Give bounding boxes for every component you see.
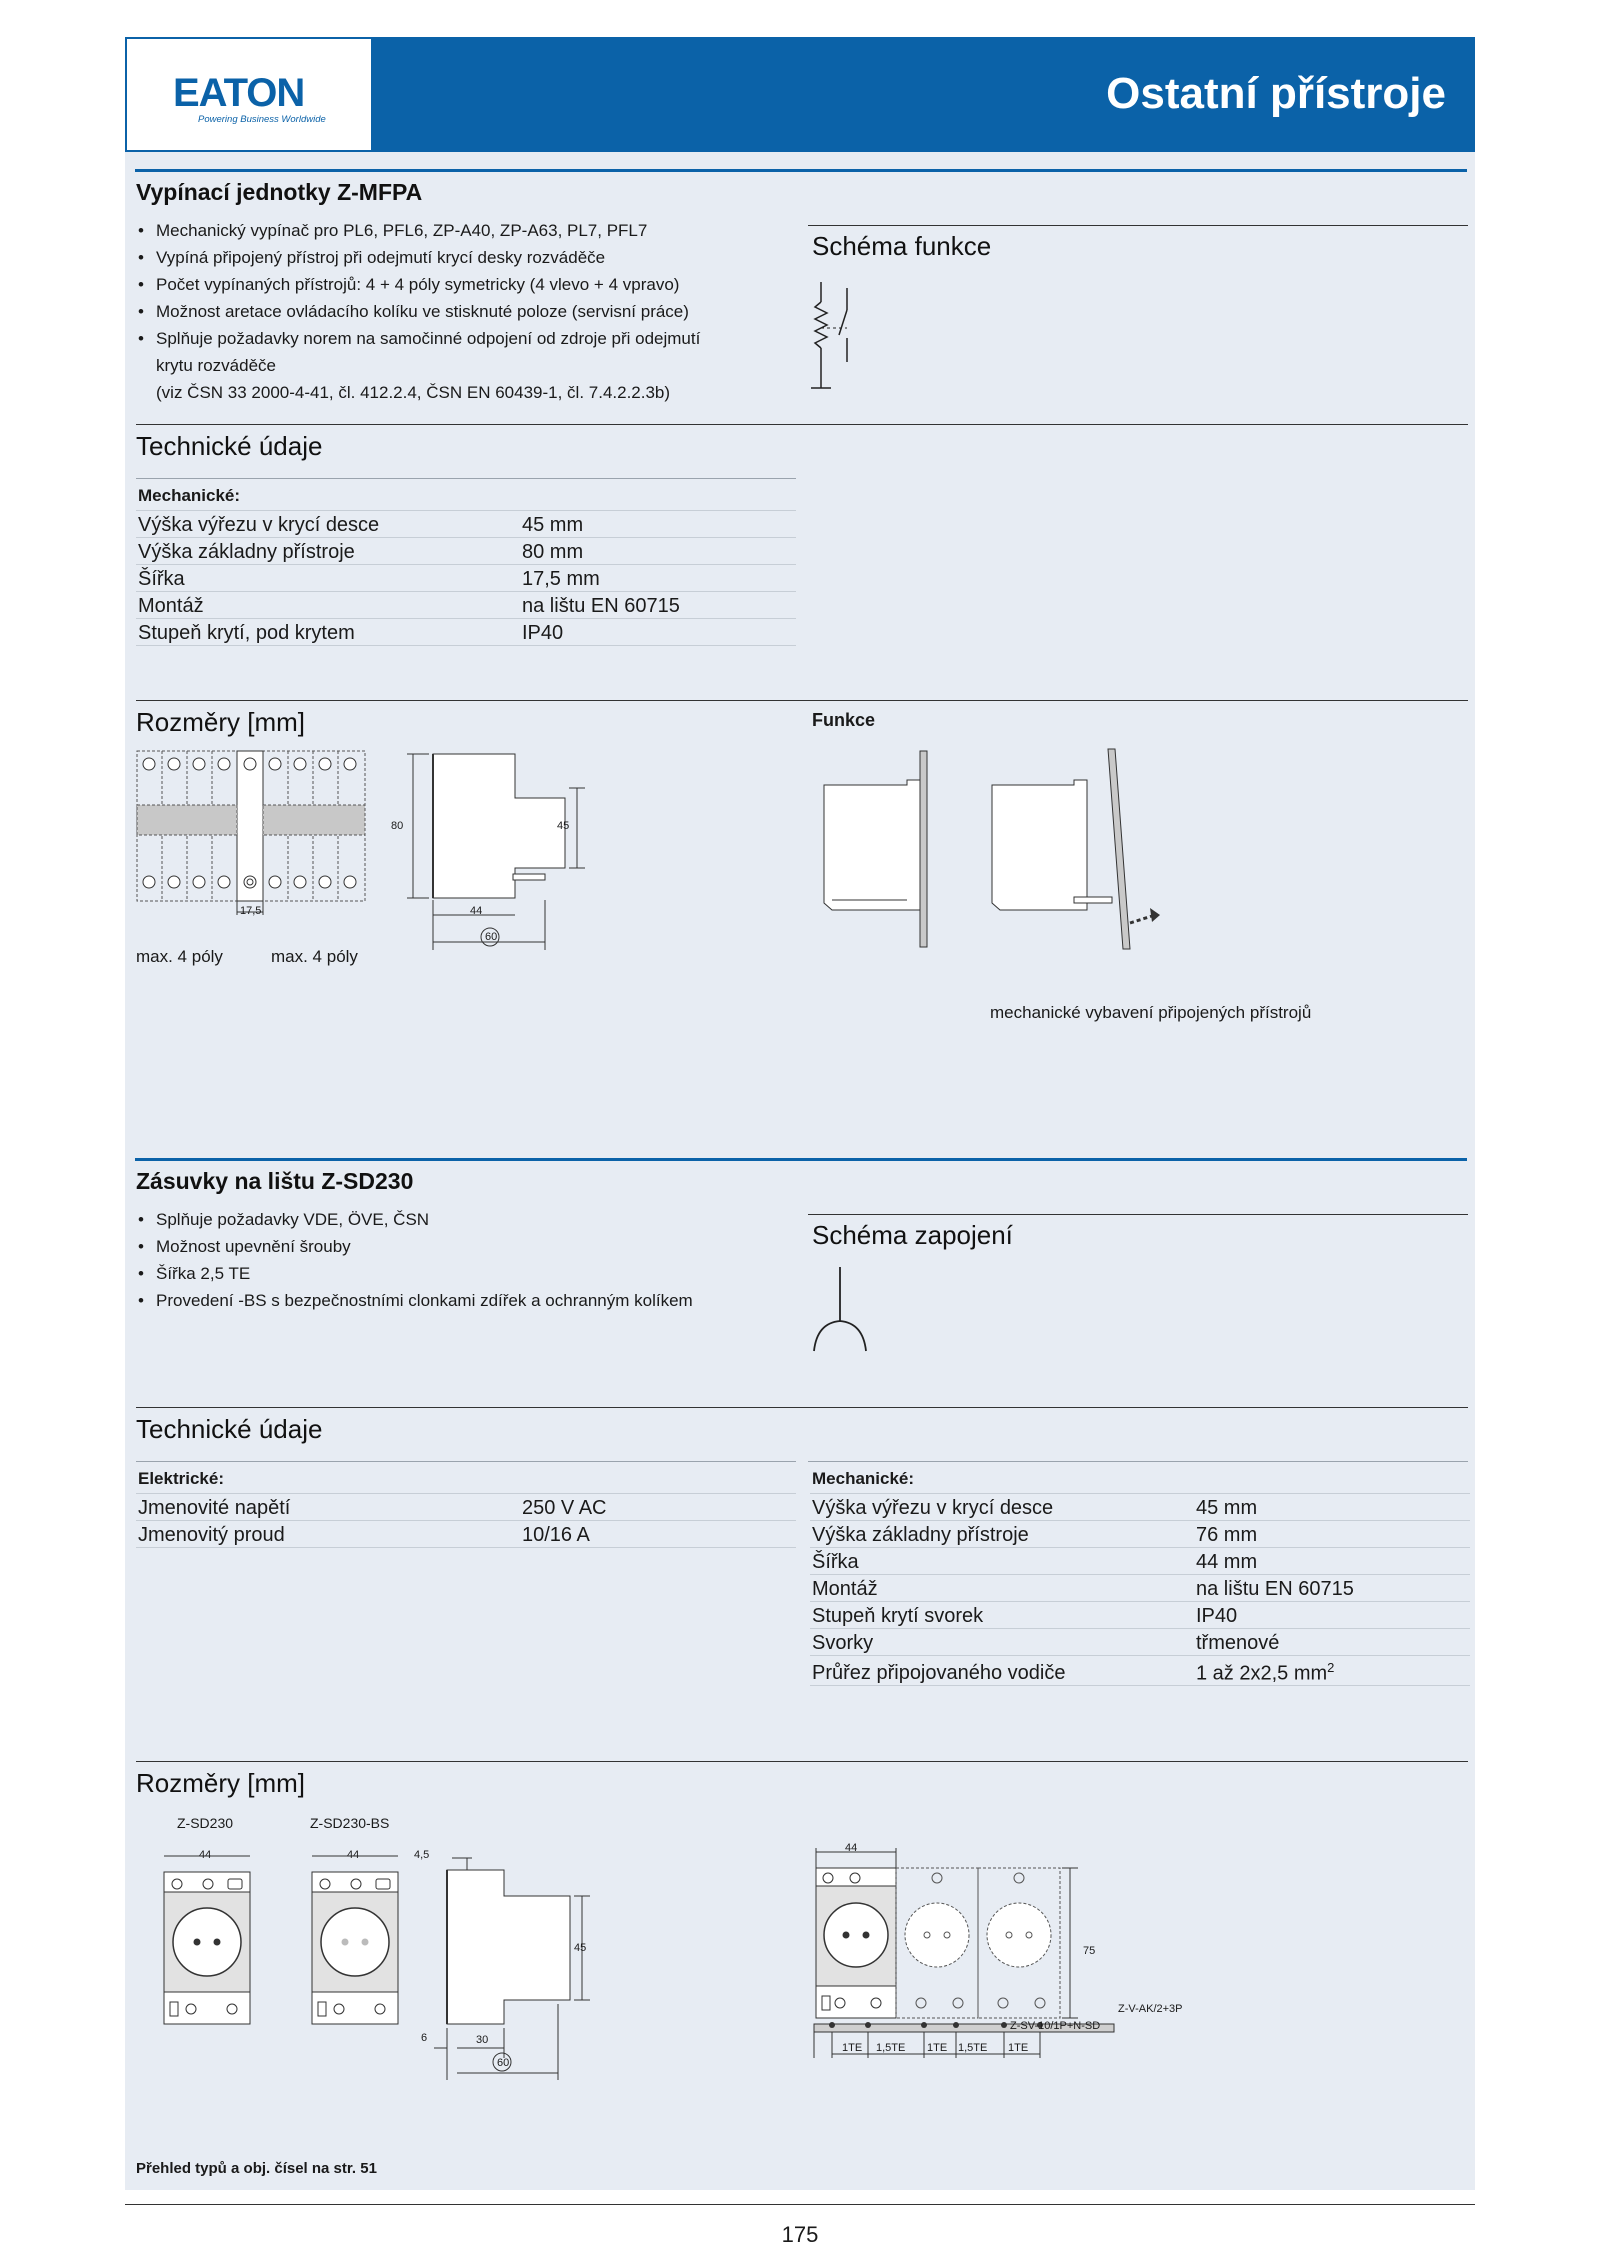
spec-value: 250 V AC xyxy=(520,1493,796,1520)
table-row xyxy=(810,1601,1470,1628)
spec-label: Stupeň krytí, pod krytem xyxy=(136,618,520,645)
dim-h75: 75 xyxy=(1083,1945,1096,1957)
bullet-item: • Vypíná připojený přístroj při odejmutí krycí desky rozváděče xyxy=(136,244,796,271)
bullet-continuation: krytu rozváděče xyxy=(156,356,276,375)
tech-title-2: Technické údaje xyxy=(136,1414,323,1444)
dim-d44: 44 xyxy=(470,905,483,917)
section2-bullets xyxy=(136,1206,796,1314)
bullet-item: • Možnost aretace ovládacího kolíku ve stisknuté poloze (servisní práce) xyxy=(136,298,796,325)
table-row xyxy=(136,564,796,591)
socket-symbol xyxy=(805,1265,875,1355)
spec-label: Průřez připojovaného vodiče xyxy=(810,1655,1194,1686)
table-row xyxy=(136,618,796,645)
spec-value: 76 mm xyxy=(1194,1520,1470,1547)
te-label: 1TE xyxy=(842,2042,863,2054)
table-row xyxy=(136,510,796,537)
spec-value: na lištu EN 60715 xyxy=(520,591,796,618)
logo-tagline: Powering Business Worldwide xyxy=(198,114,326,125)
table-row xyxy=(810,1547,1470,1574)
spec-value: IP40 xyxy=(1194,1601,1470,1628)
table-row xyxy=(810,1493,1470,1520)
eaton-logo: EATON xyxy=(173,71,305,115)
spec-label: Výška základny přístroje xyxy=(810,1520,1194,1547)
dim-d60-2: 60 xyxy=(497,2057,510,2069)
spec-value: na lištu EN 60715 xyxy=(1194,1574,1470,1601)
bullet-item: • Možnost upevnění šrouby xyxy=(136,1233,796,1260)
section-divider xyxy=(135,1158,1467,1161)
right-poles-label: max. 4 póly xyxy=(271,947,358,966)
section1-title: Vypínací jednotky Z-MFPA xyxy=(136,179,423,205)
rule xyxy=(808,225,1468,226)
te-label: 1TE xyxy=(927,2042,948,2054)
mech-header: Mechanické: xyxy=(810,1466,1470,1493)
sd230-front-drawing xyxy=(160,1848,270,2028)
spec-value xyxy=(1194,1655,1470,1686)
table-row xyxy=(810,1520,1470,1547)
table-row xyxy=(136,591,796,618)
te-label: 1,5TE xyxy=(958,2042,988,2054)
elec-header: Elektrické: xyxy=(136,1466,796,1493)
dim-h80: 80 xyxy=(391,820,404,832)
mech-table-2 xyxy=(810,1466,1470,1686)
rule xyxy=(136,700,1468,701)
sd230bs-front-drawing xyxy=(308,1848,418,2028)
rail-label-a: Z-V-AK/2+3P xyxy=(1118,2003,1183,2015)
rule xyxy=(808,1214,1468,1215)
schema-zapojeni-title: Schéma zapojení xyxy=(812,1220,1013,1250)
dim-w44-b: 44 xyxy=(347,1849,360,1861)
page-number: 175 xyxy=(781,2222,819,2247)
dim-h45: 45 xyxy=(557,820,570,832)
spec-label: Stupeň krytí svorek xyxy=(810,1601,1194,1628)
spec-value: třmenové xyxy=(1194,1628,1470,1655)
te-label: 1,5TE xyxy=(876,2042,906,2054)
rail-label-b: Z-SV-10/1P+N-SD xyxy=(1010,2020,1101,2032)
dims-title-2: Rozměry [mm] xyxy=(136,1768,305,1798)
left-poles-label: max. 4 póly xyxy=(136,947,223,966)
bullet-continuation: (viz ČSN 33 2000-4-41, čl. 412.2.4, ČSN EN 60439-1, čl. 7.4.2.2.3b) xyxy=(156,383,671,402)
funkce-drawing xyxy=(812,745,1172,955)
te-label: 1TE xyxy=(1008,2042,1029,2054)
spec-value: IP40 xyxy=(520,618,796,645)
table-row xyxy=(136,537,796,564)
spec-value: 44 mm xyxy=(1194,1547,1470,1574)
dim-d30: 30 xyxy=(476,2034,489,2046)
spec-value: 17,5 mm xyxy=(520,564,796,591)
sd230-side-drawing xyxy=(412,1848,602,2083)
spec-label: Jmenovitý proud xyxy=(136,1520,520,1547)
logo-box xyxy=(127,39,371,150)
dim-d60: 60 xyxy=(485,931,498,943)
page-header xyxy=(125,37,1475,152)
spec-label: Výška výřezu v krycí desce xyxy=(810,1493,1194,1520)
table-row xyxy=(136,1520,796,1547)
mech-header: Mechanické: xyxy=(136,483,796,510)
dim-d6: 6 xyxy=(421,2032,428,2044)
rule xyxy=(136,1461,796,1462)
table-row xyxy=(810,1628,1470,1655)
spec-value: 45 mm xyxy=(1194,1493,1470,1520)
table-row xyxy=(136,1493,796,1520)
dim-t45: 4,5 xyxy=(414,1849,430,1861)
schema-funkce-symbol xyxy=(805,280,865,390)
rule xyxy=(136,1407,1468,1408)
socket-strip-drawing xyxy=(808,1840,1168,2070)
dim-width: 17,5 xyxy=(240,905,262,917)
rule xyxy=(136,1761,1468,1762)
spec-value: 10/16 A xyxy=(520,1520,796,1547)
mfpa-front-drawing xyxy=(136,750,366,915)
rule xyxy=(808,1461,1468,1462)
tech-title-1: Technické údaje xyxy=(136,431,323,461)
bullet-item: • Mechanický vypínač pro PL6, PFL6, ZP-A40, ZP-A63, PL7, PFL7 xyxy=(136,217,796,244)
footer-rule xyxy=(125,2204,1475,2205)
dim-h45-2: 45 xyxy=(574,1942,587,1954)
spec-label: Montáž xyxy=(136,591,520,618)
superscript: 2 xyxy=(1327,1659,1335,1675)
spec-label: Jmenovité napětí xyxy=(136,1493,520,1520)
spec-label: Šířka xyxy=(136,564,520,591)
section1-bullets xyxy=(136,217,796,406)
spec-value: 80 mm xyxy=(520,537,796,564)
spec-label: Výška základny přístroje xyxy=(136,537,520,564)
bullet-item: • Splňuje požadavky norem na samočinné odpojení od zdroje při odejmutí xyxy=(136,325,796,352)
spec-label: Svorky xyxy=(810,1628,1194,1655)
table-row xyxy=(810,1574,1470,1601)
rule xyxy=(136,424,1468,425)
bullet-item: • Splňuje požadavky VDE, ÖVE, ČSN xyxy=(136,1206,796,1233)
spec-label: Výška výřezu v krycí desce xyxy=(136,510,520,537)
bullet-item: • Počet vypínaných přístrojů: 4 + 4 póly symetricky (4 vlevo + 4 vpravo) xyxy=(136,271,796,298)
spec-label: Šířka xyxy=(810,1547,1194,1574)
mfpa-side-drawing xyxy=(405,750,595,955)
page-title: Ostatní přístroje xyxy=(1106,69,1446,118)
elec-table xyxy=(136,1466,796,1548)
section2-title: Zásuvky na lištu Z-SD230 xyxy=(136,1168,414,1194)
section-divider xyxy=(135,169,1467,172)
schema-funkce-title: Schéma funkce xyxy=(812,231,992,261)
dim-w44-a: 44 xyxy=(199,1849,212,1861)
dim-w44-c: 44 xyxy=(845,1842,858,1854)
table-row xyxy=(810,1655,1470,1686)
spec-value-text: 1 až 2x2,5 mm xyxy=(1196,1662,1328,1685)
mech-table-1 xyxy=(136,483,796,646)
bullet-item: • Šířka 2,5 TE xyxy=(136,1260,796,1287)
dims-title-1: Rozměry [mm] xyxy=(136,707,305,737)
spec-label: Montáž xyxy=(810,1574,1194,1601)
model-label-a: Z-SD230 xyxy=(177,1815,234,1831)
model-label-b: Z-SD230-BS xyxy=(310,1815,390,1831)
footer-note: Přehled typů a obj. čísel na str. 51 xyxy=(136,2160,377,2177)
funkce-title: Funkce xyxy=(812,710,876,730)
spec-value: 45 mm xyxy=(520,510,796,537)
bullet-item: • Provedení -BS s bezpečnostními clonkami zdířek a ochranným kolíkem xyxy=(136,1287,796,1314)
funkce-caption: mechanické vybavení připojených přístrojů xyxy=(990,1003,1312,1022)
rule xyxy=(136,478,796,479)
